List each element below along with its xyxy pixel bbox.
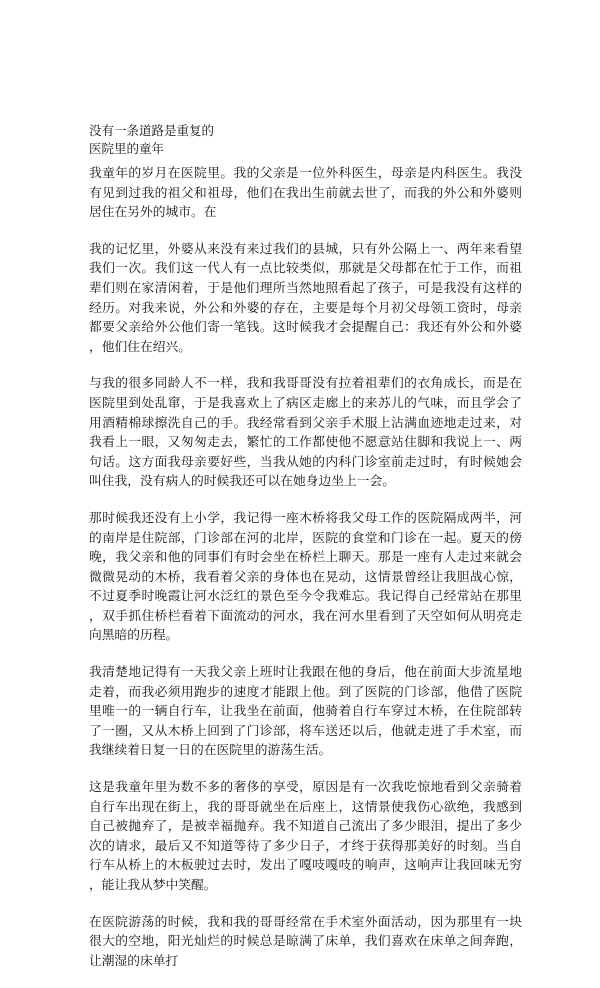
document-title: 没有一条道路是重复的 [89,123,215,138]
document-subtitle: 医院里的童年 [89,141,165,156]
paragraph-6: 这是我童年里为数不多的奢侈的享受，原因是有一次我吃惊地看到父亲骑着自行车出现在街上，我的哥哥就坐在后座上，这情景使我伤心欲绝，我感到自己被抛弃了，是被幸福抛弃。我不知道自己流出了多少眼泪，提出了多少次的请求，最后又不知道等待了多少日子，才终于获得那美好的时刻。当自行车从桥上的木板驶过去时，发出了嘎吱嘎吱的响声，这响声让我回味无穷，能让我从梦中笑醒。 [89,780,522,893]
paragraph-4: 那时候我还没有上小学，我记得一座木桥将我父母工作的医院隔成两半，河的南岸是住院部，门诊部在河的北岸，医院的食堂和门诊在一起。夏天的傍晚，我父亲和他的同事们有时会坐在桥栏上聊天。那是一座有人走过来就会微微晃动的木桥，我看着父亲的身体也在晃动，这情景曾经让我胆战心惊，不过夏季时晚霞让河水泛红的景色至今令我难忘。我记得自己经常站在那里，双手抓住桥栏看着下面流动的河水，我在河水里看到了天空如何从明亮走向黑暗的历程。 [89,510,522,644]
paragraph-5: 我清楚地记得有一天我父亲上班时让我跟在他的身后，他在前面大步流星地走着，而我必须用跑步的速度才能跟上他。到了医院的门诊部，他借了医院里唯一的一辆自行车，让我坐在前面，他骑着自行车穿过木桥，在住院部转了一圈，又从木桥上回到了门诊部，将车送还以后，他就走进了手术室，而我继续着日复一日的在医院里的游荡生活。 [89,665,522,759]
paragraph-1: 我童年的岁月在医院里。我的父亲是一位外科医生，母亲是内科医生。我没有见到过我的祖父和祖母，他们在我出生前就去世了，而我的外公和外婆则居住在另外的城市。在 [89,166,522,221]
paragraph-7: 在医院游荡的时候，我和我的哥哥经常在手术室外面活动，因为那里有一块很大的空地，阳光灿烂的时候总是晾满了床单，我们喜欢在床单之间奔跑，让潮湿的床单打 [89,914,522,969]
paragraph-2: 我的记忆里，外婆从来没有来过我们的县城，只有外公隔上一、两年来看望我们一次。我们这一代人有一点比较类似，那就是父母都在忙于工作，而祖辈们则在家清闲着，于是他们理所当然地照看起了孩子，可是我没有这样的经历。对我来说，外公和外婆的存在，主要是每个月初父母领工资时，母亲都要父亲给外公他们寄一笔钱。这时候我才会提醒自己：我还有外公和外婆，他们住在绍兴。 [89,241,522,355]
paragraph-3: 与我的很多同龄人不一样，我和我哥哥没有拉着祖辈们的衣角成长，而是在医院里到处乱窜，于是我喜欢上了病区走廊上的来苏儿的气味，而且学会了用酒精棉球擦洗自己的手。我经常看到父亲手术服上沾满血迹地走过来，对我看上一眼，又匆匆走去，繁忙的工作都使他不愿意站住脚和我说上一、两句话。这方面我母亲要好些，当我从她的内科门诊室前走过时，有时候她会叫住我，没有病人的时候我还可以在她身边坐上一会。 [89,376,522,490]
document-body [89,164,522,988]
